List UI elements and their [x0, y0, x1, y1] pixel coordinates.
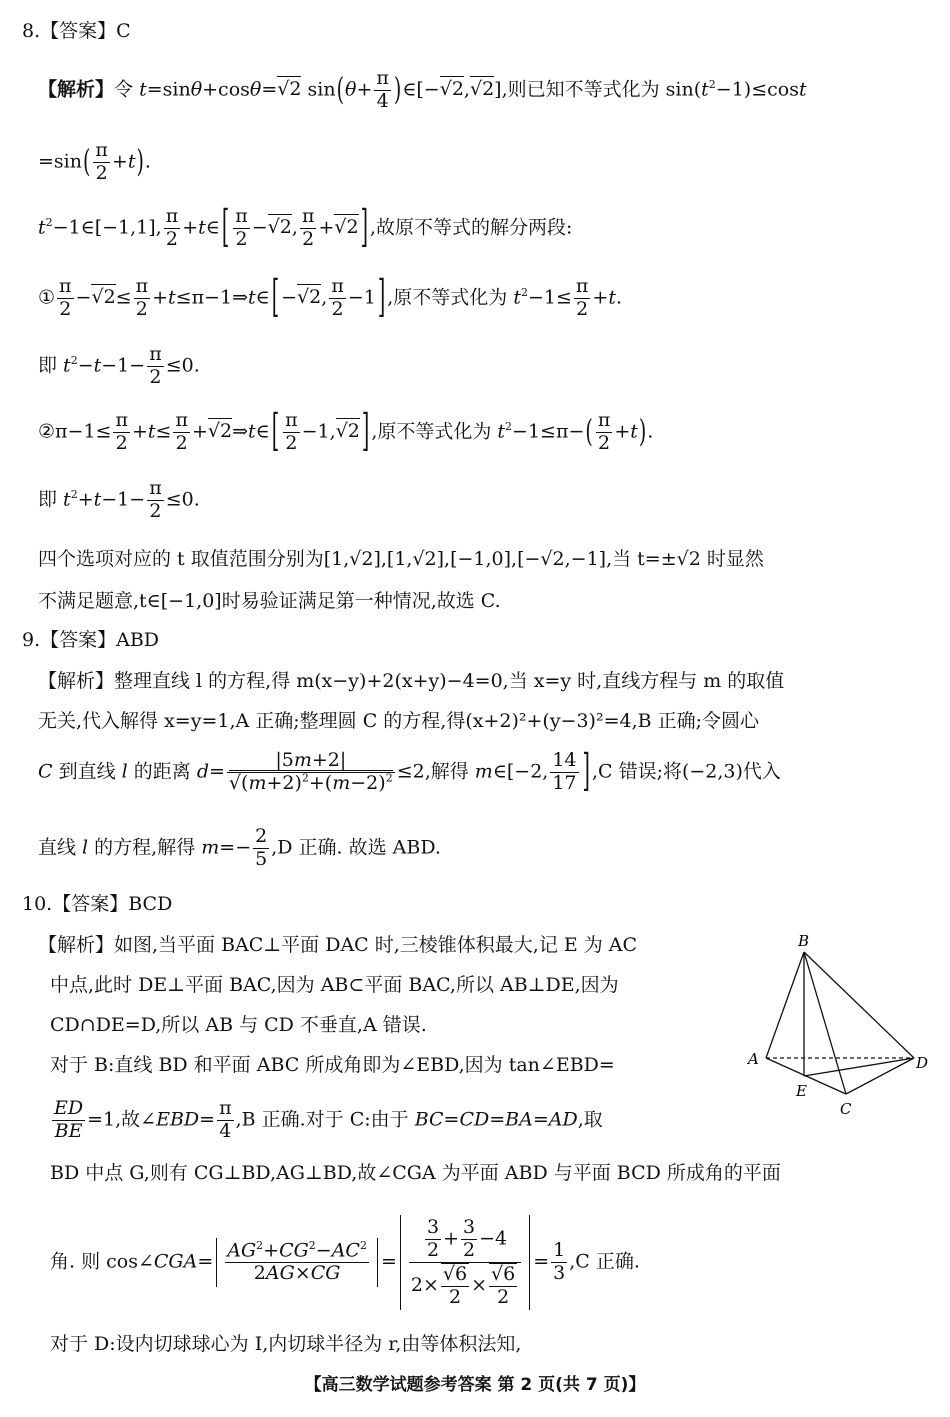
q9-line-4: 直线 l 的方程,解得 m=− $\frac{2}{5}$ ,D 正确. 故选 ABD.	[38, 825, 441, 870]
q9-header-text: 9.【答案】ABD	[22, 629, 160, 651]
q8-line-4: ① $\frac{\pi}{2}$ −√2≤ $\frac{\pi}{2}$ +t≤π−1⇒t∈ [ −√2, $\frac{\pi}{2}$ −1 ] ,原不等式化为 $t^2-1\le$ $\frac{\pi}{2}$ +t.	[38, 271, 623, 323]
q10-line-8: 对于 D:设内切球球心为 I,内切球半径为 r,由等体积法知,	[50, 1333, 522, 1355]
q8-header	[22, 22, 131, 41]
q9-header	[22, 631, 159, 650]
q10-line-6: BD 中点 G,则有 CG⊥BD,AG⊥BD,故∠CGA 为平面 ABD 与平面 BCD 所成角的平面	[50, 1162, 781, 1184]
q9-line-3: C 到直线 l 的距离 d= $\frac{|5m+2|}{√(m+2)^2+(m-2)^2}$ ≤2,解得 m∈[−2, $\frac{14}{17}$ ] ,C 错误;将(−2,3)代入	[38, 746, 781, 797]
q10-line-1: 【解析】如图,当平面 BAC⊥平面 DAC 时,三棱锥体积最大,记 E 为 AC	[38, 934, 638, 956]
q8-line-6: ②π−1≤ $\frac{\pi}{2}$ +t≤ $\frac{\pi}{2}$ +√2⇒t∈ [ $\frac{\pi}{2}$ −1,√2 ] ,原不等式化为 $t^2-1\le\pi-$( $\frac{\pi}{2}$ +t).	[38, 405, 654, 457]
q8-line-2: =sin( $\frac{\pi}{2}$ +t).	[38, 139, 151, 184]
page-footer: 【高三数学试题参考答案 第 2 页(共 7 页)】	[304, 1375, 646, 1395]
q10-line-2: 中点,此时 DE⊥平面 BAC,因为 AB⊂平面 BAC,所以 AB⊥DE,因为	[50, 974, 619, 996]
label-C: C	[840, 1100, 852, 1118]
q10-header	[22, 895, 172, 914]
edge-BD	[804, 952, 914, 1058]
q8-line-3: $t^2-1\in[-1,1]$, $\frac{\pi}{2}$ +t∈ [ $\frac{\pi}{2}$ −√2, $\frac{\pi}{2}$ +√2 ] ,故原不等式的解分两段:	[38, 201, 573, 253]
q8-header-text: 8.【答案】C	[22, 20, 131, 42]
q10-line-3: CD∩DE=D,所以 AB 与 CD 不垂直,A 错误.	[50, 1014, 427, 1036]
q8-line-5: 即 $t^2-t-1-$ $\frac{\pi}{2}$ ≤0.	[38, 343, 200, 388]
q8-line-8: 四个选项对应的 t 取值范围分别为[1,√2],[1,√2],[−1,0],[−√2,−1],当 t=±√2 时显然	[38, 548, 764, 570]
q8-line-9: 不满足题意,t∈[−1,0]时易验证满足第一种情况,故选 C.	[38, 590, 501, 612]
q10-line-5: $\frac{ED}{BE}$ =1,故∠EBD= $\frac{\pi}{4}$ ,B 正确.对于 C:由于 BC=CD=BA=AD,取	[54, 1097, 603, 1142]
tetrahedron-figure	[740, 930, 940, 1130]
label-E: E	[796, 1082, 807, 1100]
label-D: D	[916, 1054, 929, 1072]
q8-line-7: 即 $t^2+t-1-$ $\frac{\pi}{2}$ ≤0.	[38, 477, 200, 522]
q10-header-text: 10.【答案】BCD	[22, 893, 173, 915]
edge-BA	[766, 952, 804, 1058]
q9-line-2: 无关,代入解得 x=y=1,A 正确;整理圆 C 的方程,得(x+2)²+(y−3)²=4,B 正确;令圆心	[38, 710, 760, 732]
q10-line-4: 对于 B:直线 BD 和平面 ABC 所成角即为∠EBD,因为 tan∠EBD=	[50, 1054, 615, 1076]
q9-line-1: 【解析】整理直线 l 的方程,得 m(x−y)+2(x+y)−4=0,当 x=y 时,直线方程与 m 的取值	[38, 670, 785, 692]
label-B: B	[798, 932, 810, 950]
q10-line-7: 角. 则 cos∠CGA= $\frac{AG^2+CG^2-AC^2}{2AG\times CG}$ = $\frac{3}{2}$ + $\frac{3}{2}$ −4 2× $\frac{√6}{2}$ × $\frac{√6}{2}$ = $\frac{1}{3}$ ,C 正确.	[50, 1215, 640, 1310]
label-A: A	[748, 1050, 759, 1068]
q8-line-1: 【解析】令 t=sinθ+cosθ=√2 sin(θ+ $\frac{\pi}{4}$ )∈[−√2,√2],则已知不等式化为 $\sin(t^2-1)\le\cos t$	[38, 67, 807, 112]
